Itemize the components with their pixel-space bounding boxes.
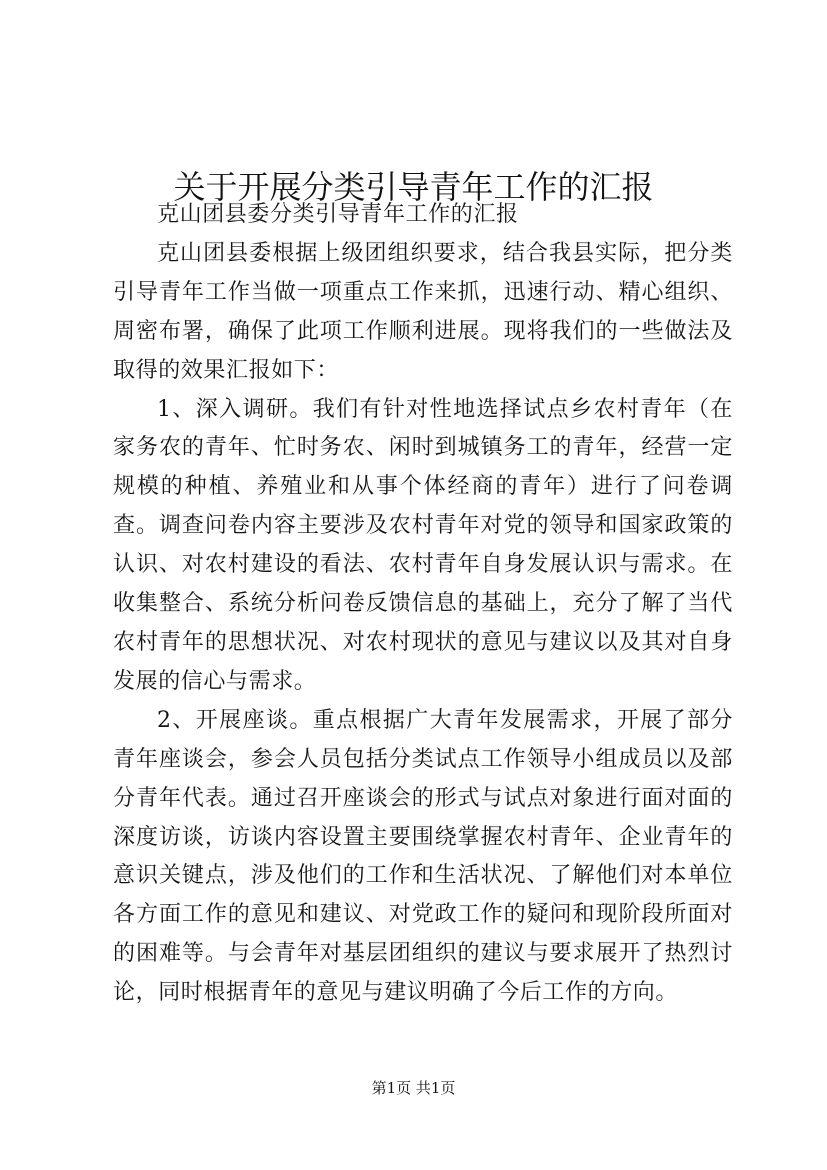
document-subtitle: 克山团县委分类引导青年工作的汇报 (157, 202, 519, 227)
paragraph-symposium: 2、开展座谈。重点根据广大青年发展需求，开展了部分青年座谈会，参会人员包括分类试点工作领导小组成员以及部分青年代表。通过召开座谈会的形式与试点对象进行面对面的深度访谈，访谈内容设置主要围绕掌握农村青年、企业青年的意识关键点，涉及他们的工作和生活状况、了解他们对本单位各方面工作的意见和建议、对党政工作的疑问和现阶段所面对的困难等。与会青年对基层团组织的建议与要求展开了热烈讨论，同时根据青年的意见与建议明确了今后工作的方向。 (113, 707, 733, 1006)
document-body (113, 196, 733, 1013)
page-footer: 第1页 共1页 (371, 1079, 456, 1097)
paragraph-intro: 克山团县委根据上级团组织要求，结合我县实际，把分类引导青年工作当做一项重点工作来抓，迅速行动、精心组织、周密布署，确保了此项工作顺利进展。现将我们的一些做法及取得的效果汇报如下： (113, 240, 733, 383)
paragraph-research: 1、深入调研。我们有针对性地选择试点乡农村青年（在家务农的青年、忙时务农、闲时到城镇务工的青年，经营一定规模的种植、养殖业和从事个体经商的青年）进行了问卷调查。调查问卷内容主要涉及农村青年对党的领导和国家政策的认识、对农村建设的看法、农村青年自身发展认识与需求。在收集整合、系统分析问卷反馈信息的基础上，充分了解了当代农村青年的思想状况、对农村现状的意见与建议以及其对自身发展的信心与需求。 (113, 396, 733, 694)
document-title: 关于开展分类引导青年工作的汇报 (173, 168, 654, 207)
